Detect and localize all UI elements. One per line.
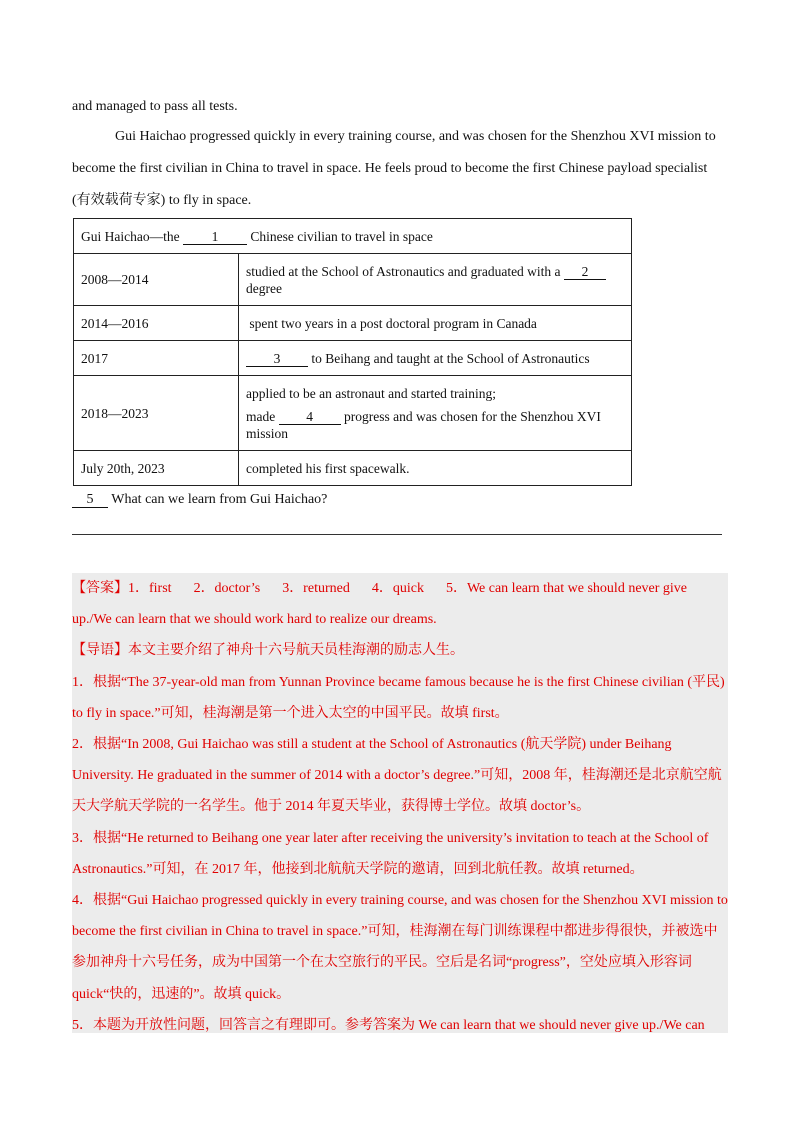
table-cell-event: 3 to Beihang and taught at the School of Astronautics	[239, 341, 632, 376]
question-5: 5 What can we learn from Gui Haichao?	[72, 489, 327, 511]
explanation-3: 3．根据“He returned to Beihang one year later after receiving the university’s invitation to teach at the School of Astronautics.”可知，在 2017 年，他接到北航航天学院的邀请，回到北航任教。故填 returned。	[72, 830, 709, 877]
table-row	[74, 254, 632, 306]
explanation-4: 4．根据“Gui Haichao progressed quickly in every training course, and was chosen for the Shenzhou XVI mission to become the first civilian in China to travel in space.”可知，桂海潮在每门训练课程中都进步得很快，并被选中参加神舟十六号任务，成为中国第一个在太空旅行的平民。空后是名词“progress”，空处应填入形容词 quick“快的，迅速的”。故填 quick。	[72, 893, 728, 1002]
blank-3[interactable]: 3	[246, 352, 308, 367]
answer-key: 【答案】1．first 2．doctor’s 3．returned 4．quick 5．We can learn that we should never give up./We can learn that we should work hard to realize our dreams.	[72, 580, 688, 628]
table-row	[74, 376, 632, 451]
table-cell-year: 2018—2023	[74, 376, 239, 451]
table-cell-event: completed his first spacewalk.	[239, 451, 632, 486]
explanation-5: 5．本题为开放性问题，回答言之有理即可。参考答案为 We can learn that we should never give up./We can	[72, 1017, 705, 1033]
table-cell-year: 2014—2016	[74, 306, 239, 341]
explanation-2: 2．根据“In 2008, Gui Haichao was still a student at the School of Astronautics (航天学院) under Beihang University. He graduated in the summer of 2014 with a doctor’s degree.”可知，2008 年，桂海潮还是北京航空航天大学航天学院的一名学生。他于 2014 年夏天毕业，获得博士学位。故填 doctor’s。	[72, 737, 722, 815]
table-row	[74, 306, 632, 341]
table-row	[74, 451, 632, 486]
table-row	[74, 219, 632, 254]
blank-1[interactable]: 1	[183, 230, 247, 245]
table-cell-year: 2017	[74, 341, 239, 376]
blank-5[interactable]: 5	[72, 493, 108, 508]
blank-2[interactable]: 2	[564, 265, 606, 280]
table-row	[74, 341, 632, 376]
blank-4[interactable]: 4	[279, 410, 341, 425]
explanation-1: 1．根据“The 37-year-old man from Yunnan Province became famous because he is the first Chinese civilian (平民) to fly in space.”可知，桂海潮是第一个进入太空的中国平民。故填 first。	[72, 674, 725, 721]
table-cell-event: studied at the School of Astronautics and graduated with a 2 degree	[239, 254, 632, 306]
table-cell-year: 2008—2014	[74, 254, 239, 306]
passage-line: and managed to pass all tests.	[72, 99, 238, 114]
answer-section	[72, 573, 728, 1033]
answer-line[interactable]	[72, 534, 722, 535]
table-cell-event: spent two years in a post doctoral program in Canada	[239, 306, 632, 341]
table-cell-year: July 20th, 2023	[74, 451, 239, 486]
passage-paragraph: Gui Haichao progressed quickly in every training course, and was chosen for the Shenzhou XVI mission to become the first civilian in China to travel in space. He feels proud to become the first Chinese payload specialist (有效载荷专家) to fly in space.	[72, 129, 716, 208]
table-header-cell: Gui Haichao—the 1 Chinese civilian to travel in space	[74, 219, 632, 254]
guide-text: 【导语】本文主要介绍了神舟十六号航天员桂海潮的励志人生。	[72, 642, 464, 659]
summary-table	[73, 218, 632, 486]
table-cell-event: applied to be an astronaut and started training; made 4 progress and was chosen for the Shenzhou XVI mission	[239, 376, 632, 451]
